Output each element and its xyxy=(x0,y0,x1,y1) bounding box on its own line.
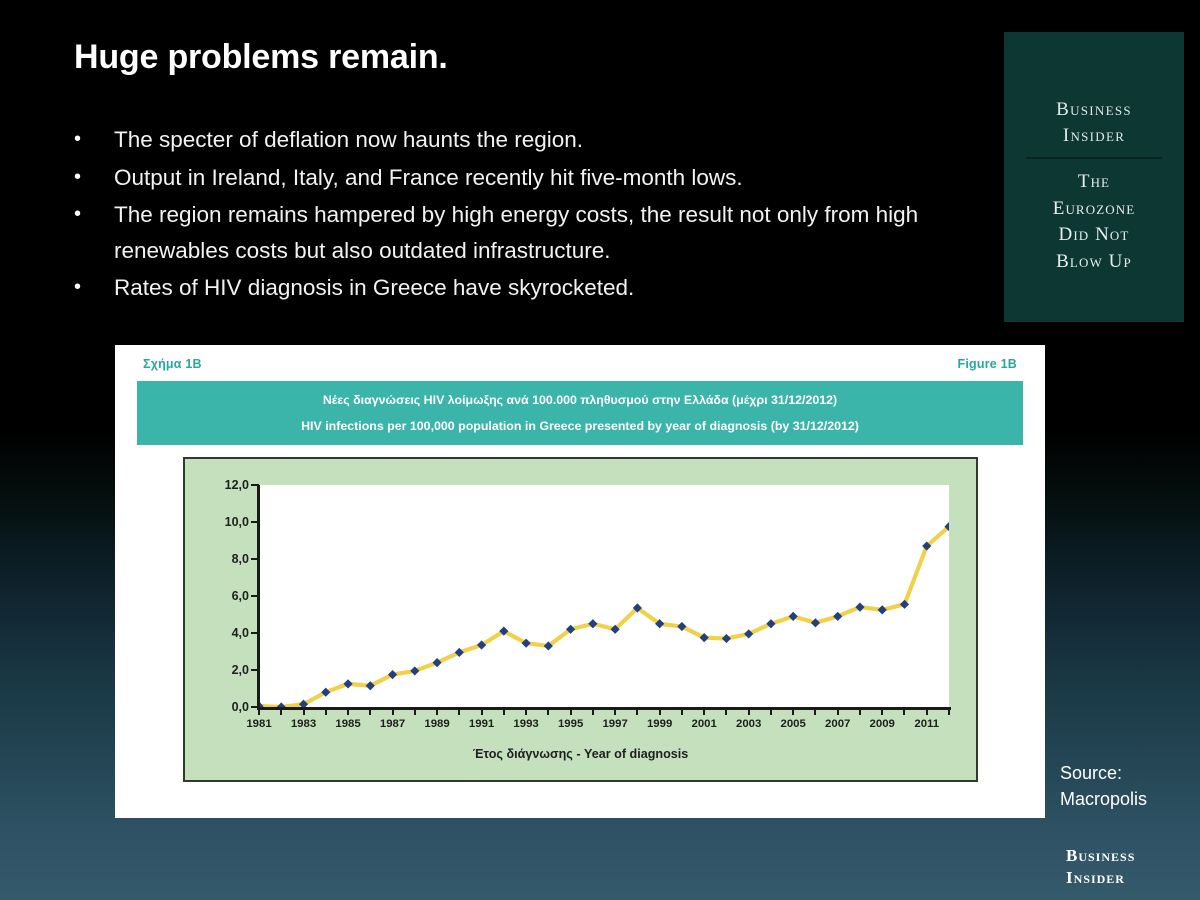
y-axis-tick xyxy=(251,521,259,523)
x-axis-tick xyxy=(792,709,794,715)
x-axis-tick-label: 1991 xyxy=(468,718,495,730)
book-title xyxy=(1053,169,1136,275)
source-credit xyxy=(1060,760,1147,812)
book-title-line-1: The xyxy=(1077,171,1111,192)
x-axis-tick xyxy=(926,709,928,715)
data-point-marker xyxy=(811,618,820,627)
x-axis-tick-label: 2001 xyxy=(691,718,717,730)
x-axis-tick-label: 1987 xyxy=(379,718,406,730)
x-axis-tick xyxy=(547,709,549,715)
figure-label-row xyxy=(143,357,1017,377)
y-axis-tick xyxy=(251,484,259,486)
x-axis-tick xyxy=(525,709,527,715)
y-axis-tick xyxy=(251,595,259,597)
x-axis-tick xyxy=(881,709,883,715)
x-axis-tick xyxy=(570,709,572,715)
x-axis-tick xyxy=(859,709,861,715)
y-axis-tick-label: 0,0 xyxy=(231,700,249,714)
list-item xyxy=(74,197,954,268)
x-axis-tick xyxy=(392,709,394,715)
plot-area xyxy=(259,485,949,707)
x-axis-tick xyxy=(458,709,460,715)
y-axis-tick-label: 2,0 xyxy=(231,663,249,677)
x-axis-tick xyxy=(369,709,371,715)
data-point-marker xyxy=(588,619,597,628)
x-axis-tick xyxy=(347,709,349,715)
x-axis-tick xyxy=(814,709,816,715)
chart-title-greek: Νέες διαγνώσεις HIV λοίμωξης ανά 100.000 πληθυσμού στην Ελλάδα (μέχρι 31/12/2012) xyxy=(322,392,838,407)
x-axis-tick-label: 1983 xyxy=(290,718,317,730)
x-axis-tick xyxy=(703,709,705,715)
y-axis-tick xyxy=(251,669,259,671)
x-axis-tick xyxy=(503,709,505,715)
x-axis-tick-label: 1985 xyxy=(335,718,361,730)
x-axis-tick xyxy=(258,709,260,715)
x-axis-tick-label: 2005 xyxy=(780,718,806,730)
brand-logo xyxy=(1056,97,1132,149)
x-axis-tick-label: 2009 xyxy=(869,718,895,730)
line-series xyxy=(259,485,949,707)
x-axis-tick-label: 1995 xyxy=(557,718,584,730)
x-axis-tick xyxy=(748,709,750,715)
x-axis-tick-label: 1989 xyxy=(424,718,450,730)
x-axis-tick xyxy=(414,709,416,715)
page-title: Huge problems remain. xyxy=(74,38,448,76)
chart-title-english: HIV infections per 100,000 population in Greece presented by year of diagnosis (by 31/12/2012) xyxy=(301,418,859,433)
x-axis-tick xyxy=(614,709,616,715)
bullet-list xyxy=(74,122,954,308)
data-point-marker xyxy=(878,605,887,614)
divider xyxy=(1026,157,1162,159)
brand-box xyxy=(1004,32,1184,322)
list-item xyxy=(74,270,954,306)
x-axis-tick-label: 1981 xyxy=(246,718,272,730)
x-axis-tick xyxy=(280,709,282,715)
x-axis-line xyxy=(257,707,951,710)
x-axis-tick-label: 1999 xyxy=(646,718,673,730)
x-axis-tick-label: 1997 xyxy=(602,718,628,730)
y-axis-tick xyxy=(251,706,259,708)
series-line xyxy=(259,527,949,707)
bullet-marker-icon: • xyxy=(74,203,82,225)
brand-logo-line1: Business xyxy=(1056,99,1132,120)
x-axis-tick xyxy=(681,709,683,715)
x-axis-tick xyxy=(770,709,772,715)
x-axis-tick xyxy=(948,709,950,715)
x-axis-tick-label: 2003 xyxy=(736,718,762,730)
list-item xyxy=(74,122,954,158)
list-item-text: The specter of deflation now haunts the region. xyxy=(114,127,584,152)
chart-card xyxy=(115,345,1045,818)
book-title-line-4: Blow Up xyxy=(1056,250,1132,272)
chart-panel xyxy=(183,457,978,782)
x-axis-tick xyxy=(636,709,638,715)
figure-label-english: Figure 1B xyxy=(957,357,1017,371)
list-item-text: The region remains hampered by high energy costs, the result not only from high renewables costs but also outdated infrastructure. xyxy=(114,202,919,263)
x-axis-tick xyxy=(436,709,438,715)
chart-title-banner xyxy=(137,381,1023,445)
bullet-marker-icon: • xyxy=(74,276,82,298)
brand-logo-line2: Insider xyxy=(1062,125,1126,146)
list-item xyxy=(74,160,954,196)
list-item-text: Rates of HIV diagnosis in Greece have skyrocketed. xyxy=(114,275,635,300)
y-axis-tick xyxy=(251,632,259,634)
y-axis-tick-label: 6,0 xyxy=(231,589,249,603)
x-axis-tick-label: 2011 xyxy=(914,718,940,730)
x-axis-tick xyxy=(903,709,905,715)
bullet-marker-icon: • xyxy=(74,128,82,150)
source-name: Macropolis xyxy=(1060,789,1148,809)
x-axis-caption: Έτος διάγνωσης - Year of diagnosis xyxy=(472,747,689,761)
footer-logo-line1: Business xyxy=(1066,846,1136,865)
book-title-line-3: Did Not xyxy=(1058,224,1130,245)
figure-label-greek: Σχήμα 1Β xyxy=(143,357,202,371)
footer-logo-line2: Insider xyxy=(1066,868,1125,887)
y-axis-tick-label: 12,0 xyxy=(224,478,249,492)
y-axis-tick-label: 4,0 xyxy=(231,626,249,640)
book-title-line-2: Eurozone xyxy=(1052,197,1136,219)
y-axis-tick xyxy=(251,558,259,560)
bullet-marker-icon: • xyxy=(74,165,82,188)
x-axis-tick xyxy=(481,709,483,715)
source-label: Source: xyxy=(1060,763,1123,783)
x-axis-tick-label: 1993 xyxy=(513,718,539,730)
x-axis-tick xyxy=(592,709,594,715)
footer-logo xyxy=(1066,845,1135,889)
x-axis-tick-label: 2007 xyxy=(825,718,851,730)
data-point-marker xyxy=(722,634,731,643)
x-axis-tick xyxy=(659,709,661,715)
y-axis-tick-label: 8,0 xyxy=(231,552,249,566)
y-axis-tick-label: 10,0 xyxy=(224,515,249,529)
x-axis-tick xyxy=(725,709,727,715)
x-axis-tick xyxy=(325,709,327,715)
x-axis-tick xyxy=(303,709,305,715)
x-axis-tick xyxy=(837,709,839,715)
list-item-text: Output in Ireland, Italy, and France recently hit five-month lows. xyxy=(114,164,743,190)
